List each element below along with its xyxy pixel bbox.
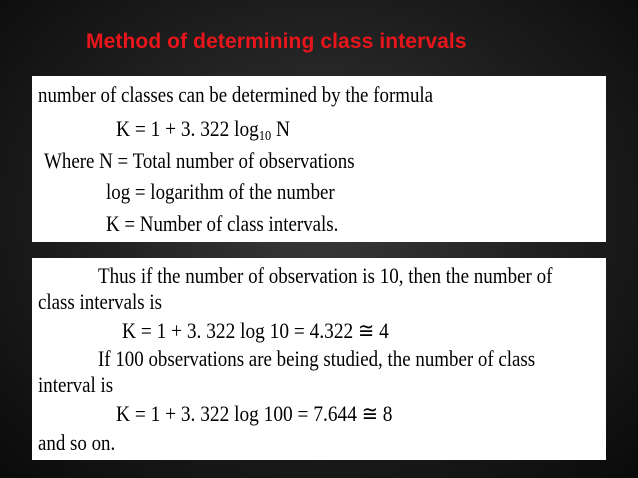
- log-definition: log = logarithm of the number: [106, 179, 335, 204]
- example-line-2: class intervals is: [38, 289, 163, 314]
- slide-title: Method of determining class intervals: [86, 30, 467, 53]
- formula-log-base: 10: [258, 129, 272, 144]
- example-panel: [32, 258, 606, 460]
- example-line-7: and so on.: [38, 430, 116, 455]
- example-line-6: K = 1 + 3. 322 log 100 = 7.644 ≅ 8: [116, 401, 393, 426]
- formula-variable: N: [271, 116, 290, 141]
- where-definition: Where N = Total number of observations: [44, 148, 355, 173]
- example-line-5: interval is: [38, 372, 114, 397]
- formula-intro: number of classes can be determined by the formula: [38, 82, 434, 107]
- example-line-3: K = 1 + 3. 322 log 10 = 4.322 ≅ 4: [122, 318, 389, 343]
- formula-main: K = 1 + 3. 322 log: [116, 116, 259, 141]
- formula-expression: [116, 116, 290, 150]
- example-line-4: If 100 observations are being studied, the number of class: [98, 346, 536, 371]
- formula-panel: [32, 76, 606, 242]
- example-line-1: Thus if the number of observation is 10, then the number of: [98, 263, 553, 288]
- k-definition: K = Number of class intervals.: [106, 211, 339, 236]
